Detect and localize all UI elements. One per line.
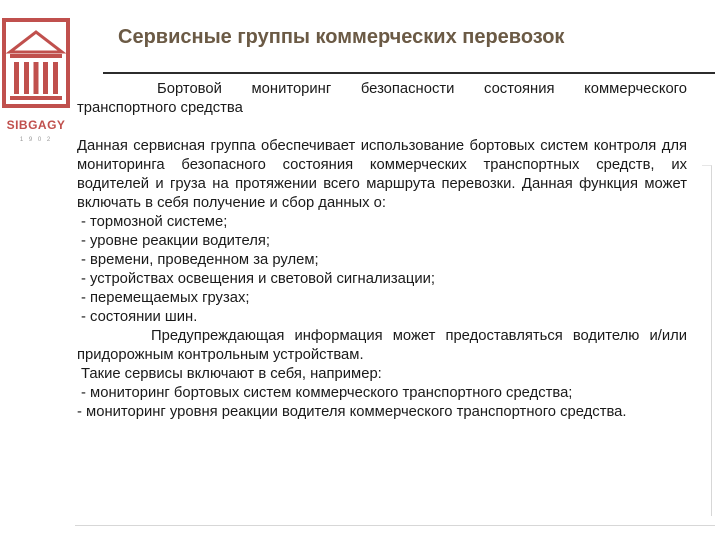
list-item: - тормозной системе; [81, 214, 228, 230]
list-item: - устройствах освещения и световой сигнализации; [81, 271, 435, 287]
list-item: - перемещаемых грузах; [81, 290, 250, 306]
building-icon [0, 14, 72, 114]
title-underline [103, 72, 715, 74]
logo-year: 1 9 0 2 [19, 137, 53, 143]
intro-paragraph: Данная сервисная группа обеспечивает использование бортовых систем контроля для мониторинга безопасного состояния коммерческих транспортных средств, их водителей и груза на протяжении всего маршрута перевозки. Данная функция может включать в себя получение и сбор данных о: [77, 138, 687, 211]
list-item: - уровне реакции водителя; [81, 233, 270, 249]
section-subtitle: Бортовой мониторинг безопасности состояния коммерческого транспортного средства [77, 81, 687, 116]
page-title: Сервисные группы коммерческих перевозок [118, 26, 565, 48]
list-item: - состоянии шин. [81, 309, 198, 325]
frame-line-bottom [75, 525, 715, 526]
frame-line-right [702, 165, 712, 516]
university-logo [0, 14, 72, 143]
service-item: - мониторинг бортовых систем коммерческого транспортного средства; [81, 385, 573, 401]
list-item: - времени, проведенном за рулем; [81, 252, 319, 268]
logo-text: SIBGAGY [6, 118, 66, 132]
warning-paragraph: Предупреждающая информация может предоставляться водителю и/или придорожным контрольным устройствам. [77, 328, 687, 363]
slide-content [77, 80, 687, 422]
services-intro: Такие сервисы включают в себя, например: [81, 366, 382, 382]
service-item: - мониторинг уровня реакции водителя коммерческого транспортного средства. [77, 404, 627, 420]
